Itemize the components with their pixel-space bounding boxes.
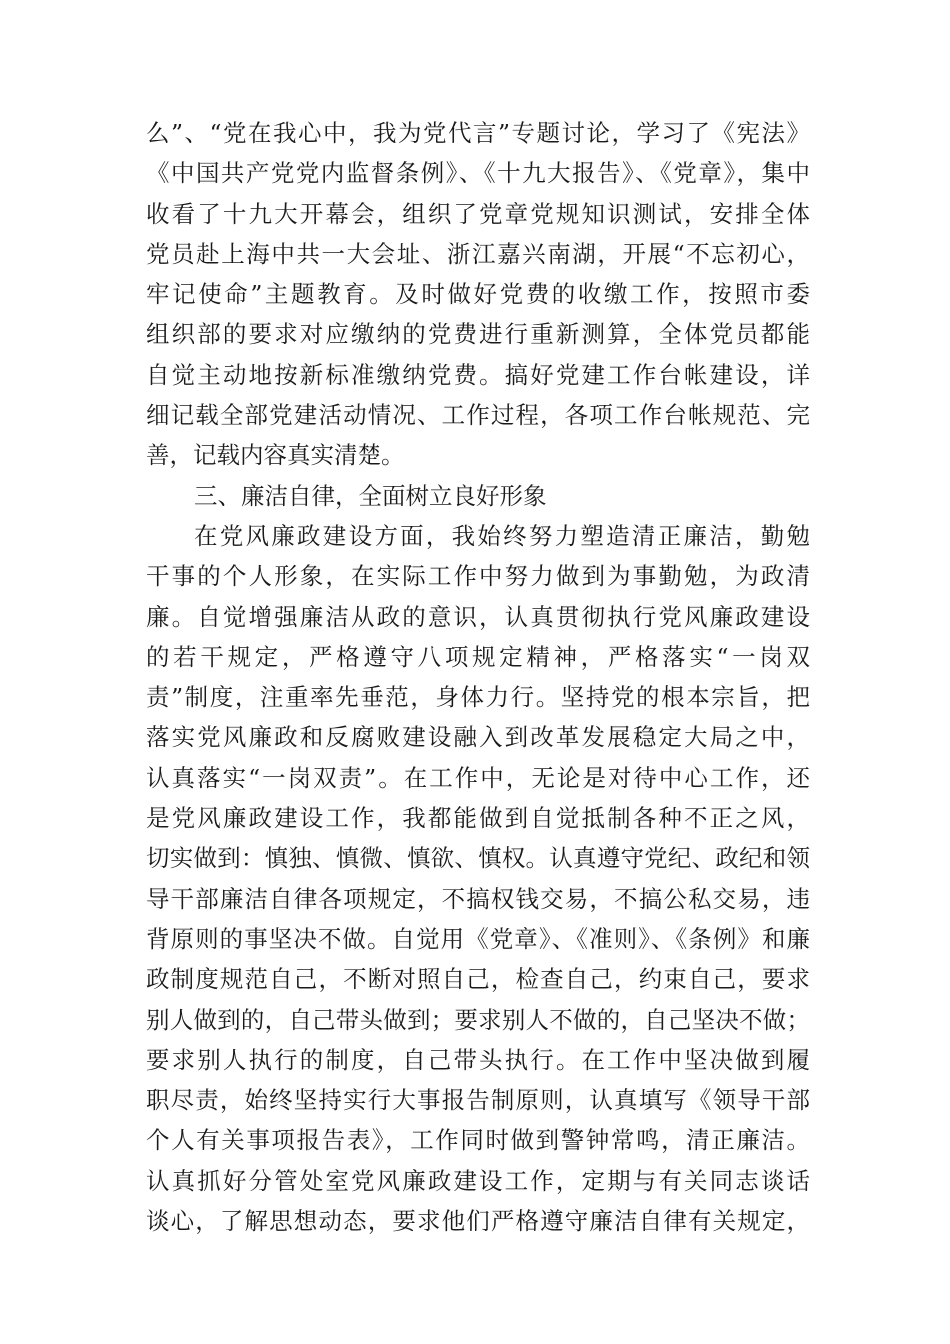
text-line: 背原则的事坚决不做。自觉用《党章》、《准则》、《条例》和廉 (146, 924, 810, 953)
body-text (146, 113, 810, 1241)
text-line: 认真落实“一岗双责”。在工作中，无论是对待中心工作，还 (146, 763, 810, 792)
text-line: 的若干规定，严格遵守八项规定精神，严格落实“一岗双 (146, 642, 810, 671)
text-line: 廉。自觉增强廉洁从政的意识，认真贯彻执行党风廉政建设 (146, 602, 810, 631)
text-line: 细记载全部党建活动情况、工作过程，各项工作台帐规范、完 (146, 401, 810, 430)
text-line: 组织部的要求对应缴纳的党费进行重新测算，全体党员都能 (146, 320, 810, 349)
text-line: 收看了十九大开幕会，组织了党章党规知识测试，安排全体 (146, 199, 810, 228)
text-line: 谈心，了解思想动态，要求他们严格遵守廉洁自律有关规定， (146, 1207, 810, 1236)
text-line: 个人有关事项报告表》，工作同时做到警钟常鸣，清正廉洁。 (146, 1126, 810, 1155)
text-line: 是党风廉政建设工作，我都能做到自觉抵制各种不正之风， (146, 804, 810, 833)
text-line: 别人做到的，自己带头做到；要求别人不做的，自己坚决不做； (146, 1005, 810, 1034)
text-line: 干事的个人形象，在实际工作中努力做到为事勤勉，为政清 (146, 562, 810, 591)
text-line: 自觉主动地按新标准缴纳党费。搞好党建工作台帐建设，详 (146, 360, 810, 389)
text-line: 善，记载内容真实清楚。 (146, 441, 405, 470)
text-line: 认真抓好分管处室党风廉政建设工作，定期与有关同志谈话 (146, 1166, 810, 1195)
text-line: 职尽责，始终坚持实行大事报告制原则，认真填写《领导干部 (146, 1086, 810, 1115)
text-line: 么”、“党在我心中，我为党代言”专题讨论，学习了《宪法》 (146, 119, 810, 147)
text-line: 党员赴上海中共一大会址、浙江嘉兴南湖，开展“不忘初心， (146, 239, 810, 268)
text-line: 落实党风廉政和反腐败建设融入到改革发展稳定大局之中， (146, 723, 810, 752)
text-line: 要求别人执行的制度，自己带头执行。在工作中坚决做到履 (146, 1045, 810, 1074)
text-line: 切实做到：慎独、慎微、慎欲、慎权。认真遵守党纪、政纪和领 (146, 844, 810, 873)
text-line: 牢记使命”主题教育。及时做好党费的收缴工作，按照市委 (146, 280, 810, 309)
text-line: 导干部廉洁自律各项规定，不搞权钱交易，不搞公私交易，违 (146, 884, 810, 913)
section-heading: 三、廉洁自律，全面树立良好形象 (194, 481, 547, 510)
text-line: 责”制度，注重率先垂范，身体力行。坚持党的根本宗旨，把 (146, 683, 810, 712)
text-line: 在党风廉政建设方面，我始终努力塑造清正廉洁，勤勉 (194, 521, 810, 550)
text-line: 《中国共产党党内监督条例》、《十九大报告》、《党章》，集中 (146, 159, 810, 188)
text-line: 政制度规范自己，不断对照自己，检查自己，约束自己，要求 (146, 965, 810, 994)
